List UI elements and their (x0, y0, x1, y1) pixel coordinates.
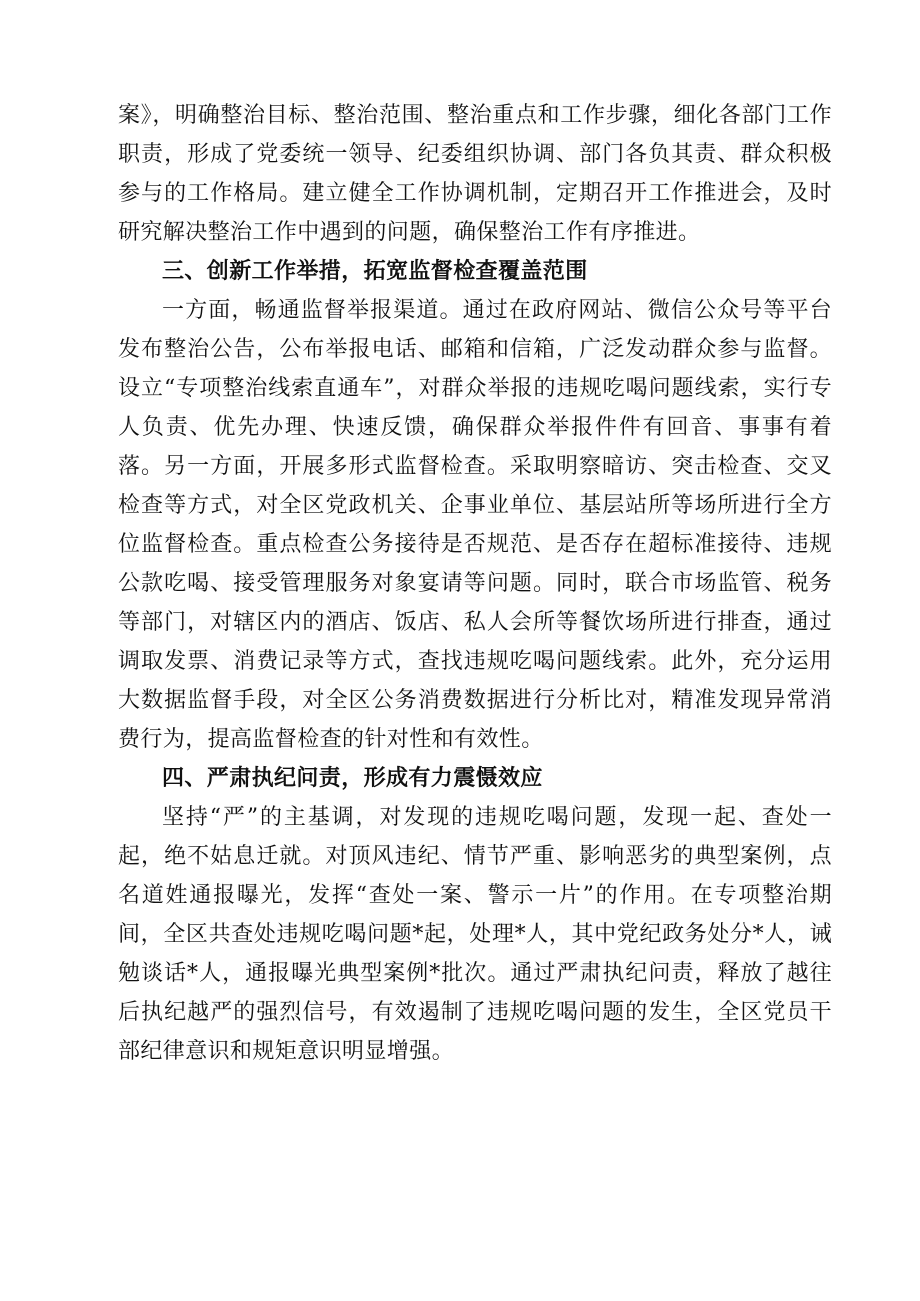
paragraph-section-3: 一方面，畅通监督举报渠道。通过在政府网站、微信公众号等平台发布整治公告，公布举报电话、邮箱和信箱，广泛发动群众参与监督。设立“专项整治线索直通车”，对群众举报的违规吃喝问题线索，实行专人负责、优先办理、快速反馈，确保群众举报件件有回音、事事有着落。另一方面，开展多形式监督检查。采取明察暗访、突击检查、交叉检查等方式，对全区党政机关、企事业单位、基层站所等场所进行全方位监督检查。重点检查公务接待是否规范、是否存在超标准接待、违规公款吃喝、接受管理服务对象宴请等问题。同时，联合市场监管、税务等部门，对辖区内的酒店、饭店、私人会所等餐饮场所进行排查，通过调取发票、消费记录等方式，查找违规吃喝问题线索。此外，充分运用大数据监督手段，对全区公务消费数据进行分析比对，精准发现异常消费行为，提高监督检查的针对性和有效性。 (118, 298, 832, 752)
section-heading-4: 四、严肃执纪问责，形成有力震慑效应 (162, 766, 543, 791)
paragraph-continued: 案》，明确整治目标、整治范围、整治重点和工作步骤，细化各部门工作职责，形成了党委统一领导、纪委组织协调、部门各负其责、群众积极参与的工作格局。建立健全工作协调机制，定期召开工作推进会，及时研究解决整治工作中遇到的问题，确保整治工作有序推进。 (118, 103, 832, 245)
paragraph-section-4: 坚持“严”的主基调，对发现的违规吃喝问题，发现一起、查处一起，绝不姑息迁就。对顶风违纪、情节严重、影响恶劣的典型案例，点名道姓通报曝光，发挥“查处一案、警示一片”的作用。在专项整治期间，全区共查处违规吃喝问题*起，处理*人，其中党纪政务处分*人，诫勉谈话*人，通报曝光典型案例*批次。通过严肃执纪问责，释放了越往后执纪越严的强烈信号，有效遏制了违规吃喝问题的发生，全区党员干部纪律意识和规矩意识明显增强。 (118, 805, 832, 1064)
document-page (118, 96, 832, 1071)
section-heading-3: 三、创新工作举措，拓宽监督检查覆盖范围 (162, 259, 588, 284)
